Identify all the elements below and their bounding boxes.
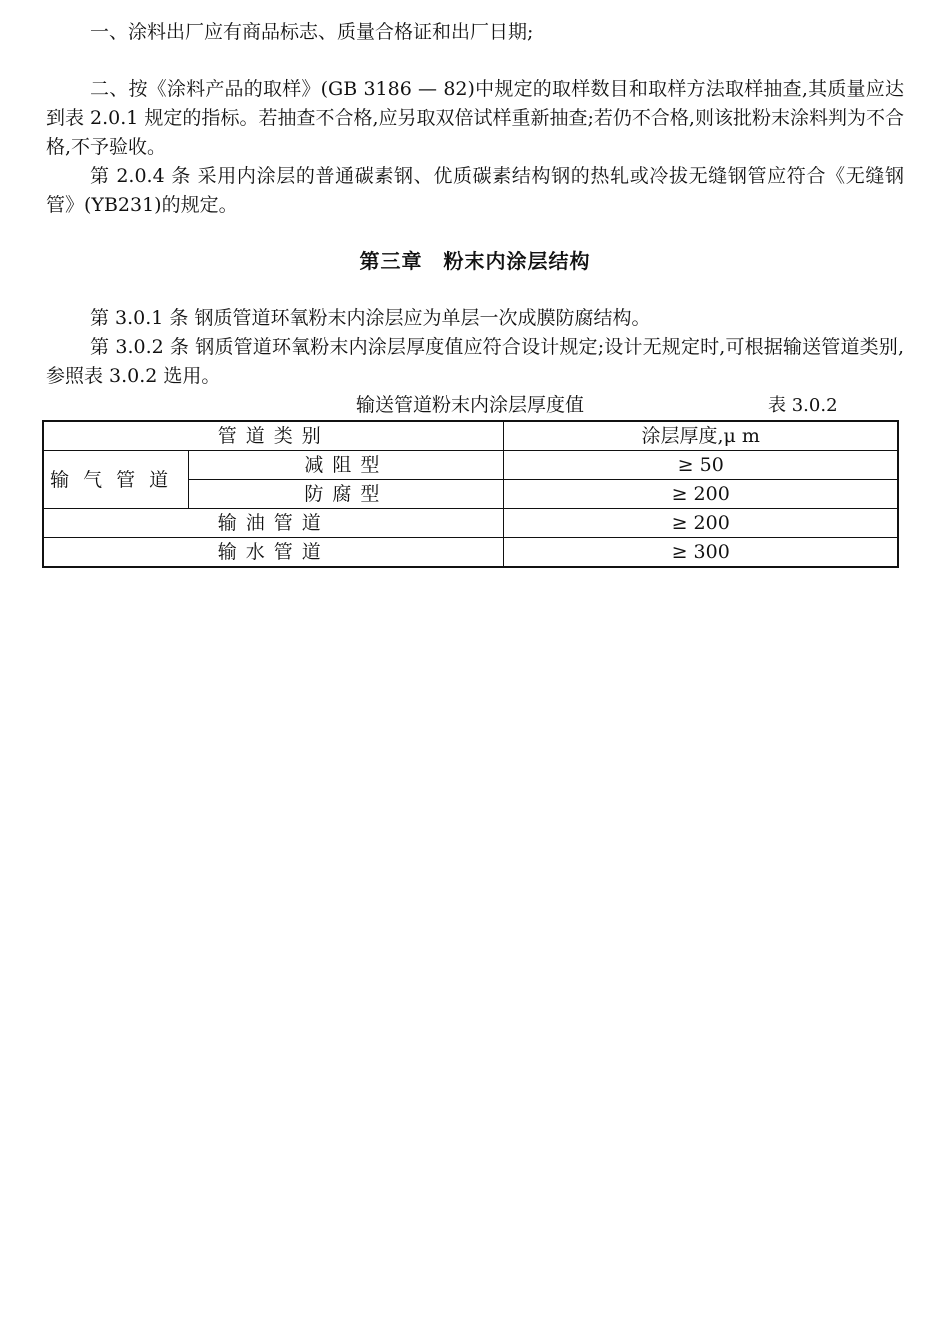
table-row [43, 509, 898, 538]
table-number: 表 3.0.2 [768, 395, 838, 416]
row-value: ≥ 50 [504, 451, 898, 480]
coating-thickness-table [42, 420, 899, 568]
chapter-heading: 第三章 粉末内涂层结构 [359, 249, 591, 273]
table-caption-row [0, 391, 950, 420]
paragraph-article-3-0-1: 第 3.0.1 条 钢质管道环氧粉末内涂层应为单层一次成膜防腐结构。 [90, 307, 651, 329]
table-row [43, 451, 898, 480]
row-value: ≥ 200 [504, 509, 898, 538]
header-pipe-category: 管道类别 [43, 421, 504, 451]
paragraph-factory-marking: 一、涂料出厂应有商品标志、质量合格证和出厂日期; [90, 21, 534, 43]
row-type: 输油管道 [43, 509, 504, 538]
header-coating-thickness: 涂层厚度,μ m [504, 421, 898, 451]
table-row [43, 538, 898, 568]
row-value: ≥ 300 [504, 538, 898, 568]
row-type: 减阻型 [189, 451, 504, 480]
row-type: 输水管道 [43, 538, 504, 568]
table-header-row [43, 421, 898, 451]
paragraph-article-2-0-4: 第 2.0.4 条 采用内涂层的普通碳素钢、优质碳素结构钢的热轧或冷拔无缝钢管应符合《无缝钢管》(YB231)的规定。 [46, 165, 904, 216]
row-type: 防腐型 [189, 480, 504, 509]
table-caption: 输送管道粉末内涂层厚度值 [356, 394, 585, 416]
paragraph-article-3-0-2: 第 3.0.2 条 钢质管道环氧粉末内涂层厚度值应符合设计规定;设计无规定时,可根据输送管道类别,参照表 3.0.2 选用。 [46, 336, 904, 387]
gas-pipeline-group: 输气管道 [43, 451, 189, 509]
paragraph-sampling-inspection: 二、按《涂料产品的取样》(GB 3186 — 82)中规定的取样数目和取样方法取样抽查,其质量应达到表 2.0.1 规定的指标。若抽查不合格,应另取双倍试样重新抽查;若仍不合格,则该批粉末涂料判为不合格,不予验收。 [46, 78, 904, 158]
row-value: ≥ 200 [504, 480, 898, 509]
